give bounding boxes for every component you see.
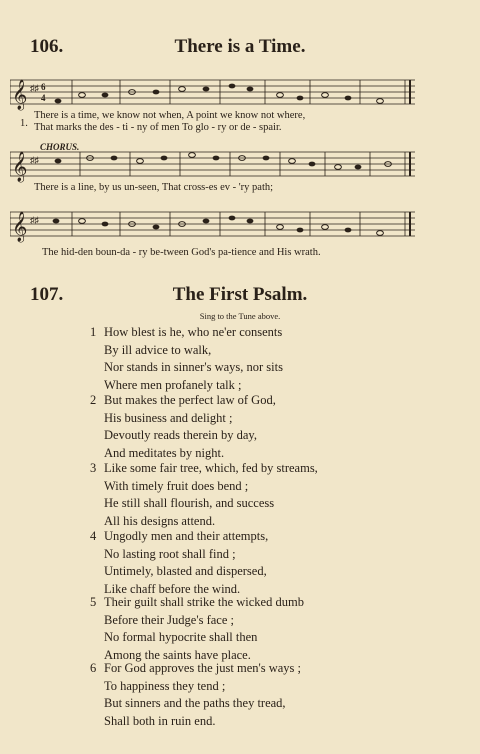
stanza-number: 5	[90, 595, 97, 609]
stanza-number: 6	[90, 661, 97, 675]
svg-text:♯♯: ♯♯	[30, 83, 39, 93]
stanza-line: Their guilt shall strike the wicked dumb	[104, 595, 304, 609]
stanza-line: All his designs attend.	[104, 513, 216, 528]
stanza-number: 1	[90, 325, 97, 339]
hymn-107-title: The First Psalm.	[172, 284, 308, 305]
stanza-line: Where men profanely talk ;	[104, 377, 242, 392]
stanza-line: How blest is he, who ne'er consents	[104, 325, 283, 339]
stanza-3	[90, 460, 318, 530]
hymn-106-title: There is a Time.	[174, 36, 306, 57]
stanza-line: Ungodly men and their attempts,	[104, 529, 269, 543]
music-staff-1	[10, 74, 415, 114]
verse-line-1: There is a time, we know not when, A point we know not where,	[34, 110, 306, 121]
music-staff-2	[10, 146, 415, 186]
chorus-line-2: The hid-den boun-da - ry be-tween God's pa-tience and His wrath.	[42, 247, 321, 258]
svg-text:𝄞: 𝄞	[12, 212, 28, 241]
hymn-107-number: 107.	[30, 284, 64, 305]
stanza-line: No formal hypocrite shall then	[104, 630, 258, 644]
stanza-line: By ill advice to walk,	[104, 342, 212, 357]
stanza-4	[90, 528, 268, 598]
svg-text:𝄞: 𝄞	[12, 80, 28, 109]
stanza-line: Shall both in ruin end.	[104, 713, 216, 728]
svg-text:♯♯: ♯♯	[30, 215, 39, 225]
stanza-line: Nor stands in sinner's ways, nor sits	[104, 360, 283, 374]
stanza-line: And meditates by night.	[104, 445, 225, 460]
stanza-line: Like chaff before the wind.	[104, 581, 241, 596]
stanza-line: But makes the perfect law of God,	[104, 393, 276, 407]
stanza-line: Among the saints have place.	[104, 647, 251, 662]
stanza-line: His business and delight ;	[104, 410, 233, 425]
stanza-5	[90, 594, 304, 664]
tune-note: Sing to the Tune above.	[199, 311, 281, 321]
stanza-6	[90, 660, 301, 730]
stanza-line: With timely fruit does bend ;	[104, 478, 249, 493]
stanza-number: 4	[90, 529, 97, 543]
verse-line-2: That marks the des - ti - ny of men To glo - ry or de - spair.	[34, 122, 282, 133]
stanza-line: Untimely, blasted and dispersed,	[104, 564, 267, 578]
stanza-number: 2	[90, 393, 97, 407]
stanza-line: No lasting root shall find ;	[104, 546, 236, 561]
music-staff-3	[10, 206, 415, 246]
stanza-2	[90, 392, 276, 462]
svg-text:4: 4	[41, 93, 46, 103]
stanza-line: Devoutly reads therein by day,	[104, 428, 257, 442]
svg-text:6: 6	[41, 82, 46, 92]
stanza-1	[90, 324, 283, 394]
stanza-line: He still shall flourish, and success	[104, 496, 275, 510]
svg-text:𝄞: 𝄞	[12, 152, 28, 181]
verse-marker: 1.	[20, 118, 28, 129]
stanza-line: For God approves the just men's ways ;	[104, 661, 302, 675]
stanza-number: 3	[90, 461, 97, 475]
stanza-line: Before their Judge's face ;	[104, 612, 234, 627]
chorus-line-1: There is a line, by us un-seen, That cross-es ev - 'ry path;	[34, 182, 274, 193]
stanza-line: Like some fair tree, which, fed by streams,	[104, 461, 318, 475]
stanza-line: To happiness they tend ;	[104, 678, 226, 693]
hymn-106-number: 106.	[30, 36, 64, 57]
stanza-line: But sinners and the paths they tread,	[104, 696, 286, 710]
svg-text:♯♯: ♯♯	[30, 155, 39, 165]
chorus-label: CHORUS.	[40, 142, 80, 152]
